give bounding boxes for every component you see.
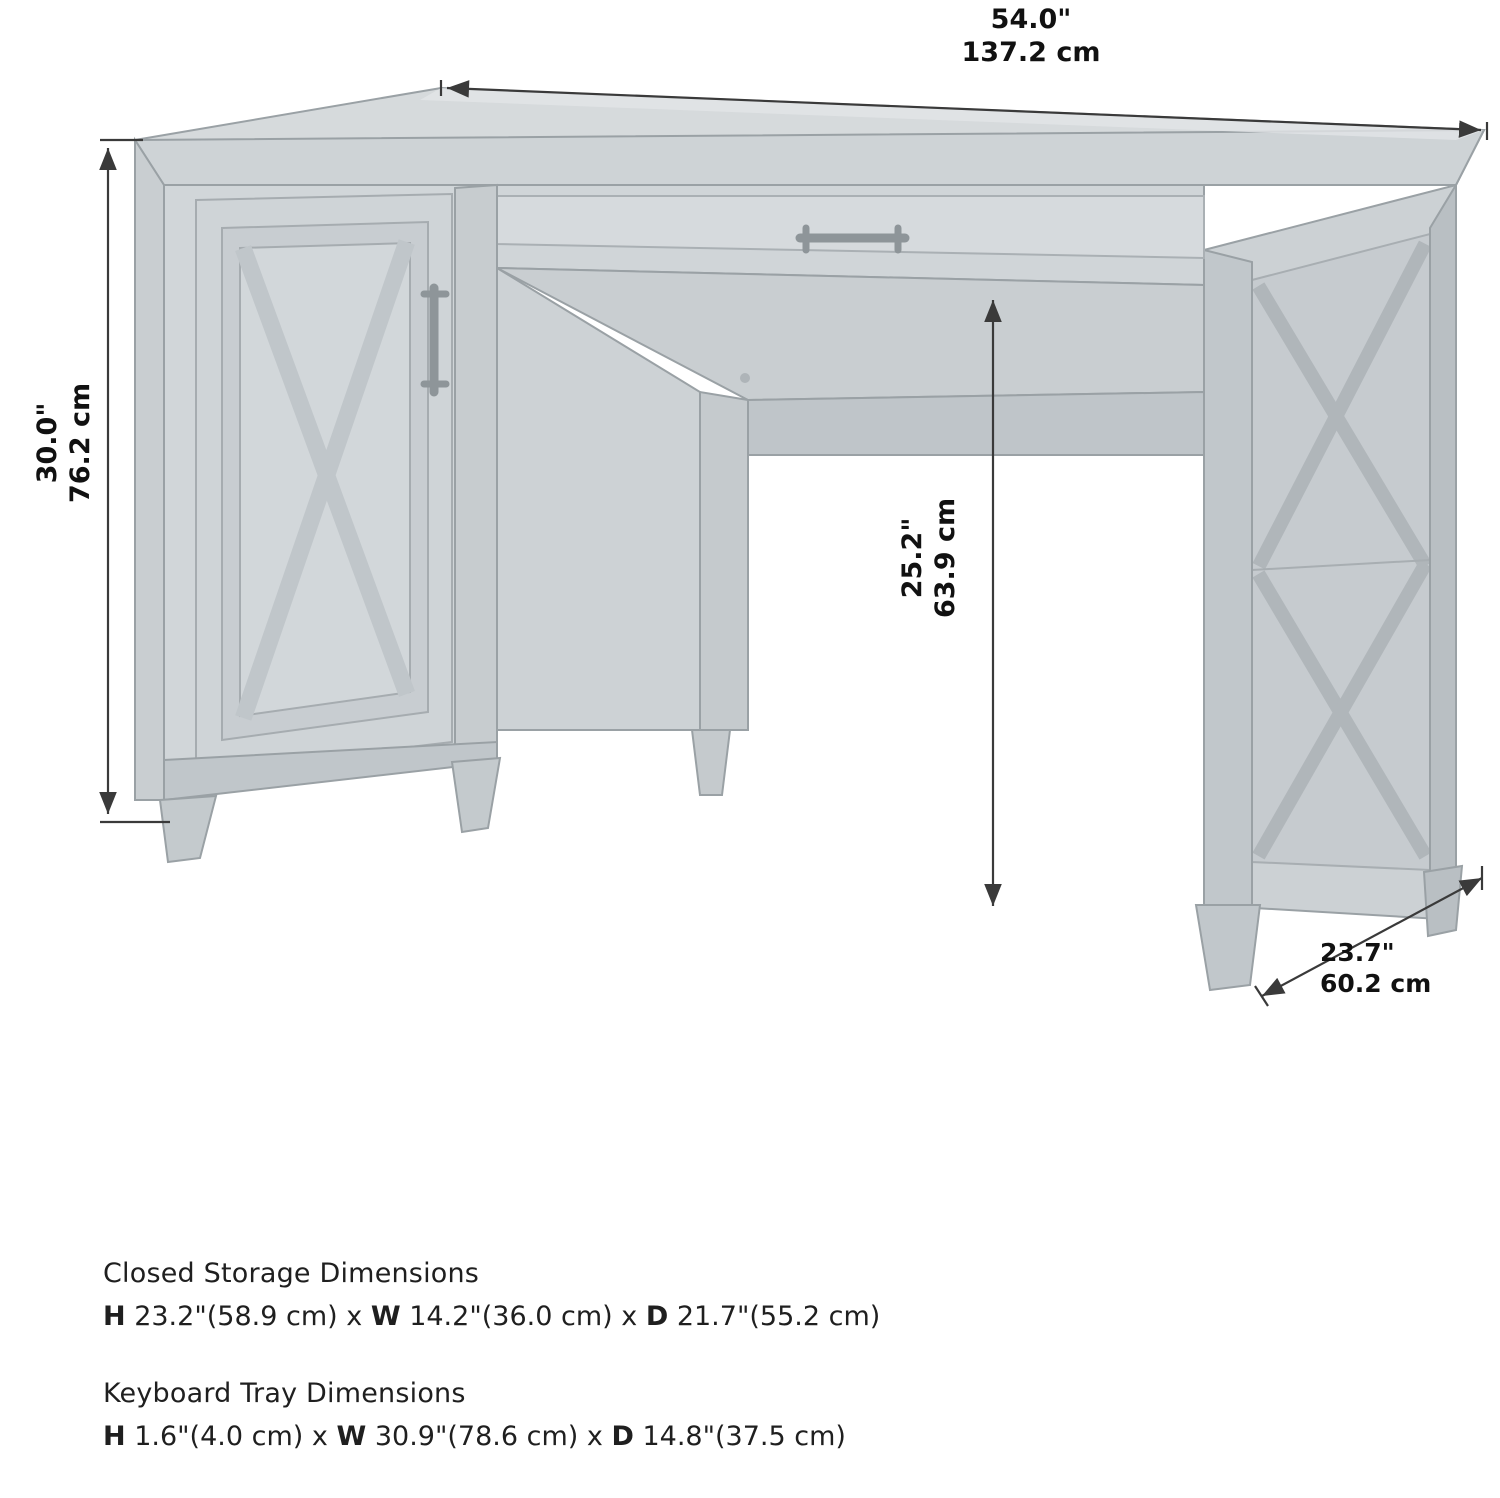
width-inches: 54.0" <box>990 4 1072 35</box>
closed-storage-d-key: D <box>645 1301 669 1332</box>
closed-storage-h-value: 23.2"(58.9 cm) <box>134 1301 338 1332</box>
specification-list <box>103 1258 1203 1498</box>
closed-storage-values <box>103 1301 1203 1332</box>
clearance-cm: 63.9 cm <box>930 497 961 619</box>
depth-dimension-label <box>1320 938 1500 999</box>
width-dimension-label <box>906 4 1156 70</box>
left-storage-cabinet <box>135 140 500 862</box>
height-cm: 76.2 cm <box>65 382 96 504</box>
closed-storage-d-value: 21.7"(55.2 cm) <box>676 1301 881 1332</box>
closed-storage-w-key: W <box>370 1301 401 1332</box>
clearance-inches: 25.2" <box>897 517 929 599</box>
keyboard-tray-w-value: 30.9"(78.6 cm) <box>374 1421 579 1452</box>
height-inches: 30.0" <box>32 402 64 484</box>
keyboard-tray-d-value: 14.8"(37.5 cm) <box>642 1421 846 1452</box>
closed-storage-title: Closed Storage Dimensions <box>103 1258 480 1289</box>
depth-cm: 60.2 cm <box>1320 968 1432 998</box>
keyboard-tray-title: Keyboard Tray Dimensions <box>103 1378 466 1409</box>
closed-storage-w-value: 14.2"(36.0 cm) <box>409 1301 613 1332</box>
sep-4: x <box>578 1421 612 1452</box>
spec-keyboard-tray <box>103 1378 1203 1452</box>
sep-1: x <box>337 1301 371 1332</box>
keyboard-tray-w-key: W <box>336 1421 367 1452</box>
sep-3: x <box>303 1421 337 1452</box>
sep-2: x <box>612 1301 646 1332</box>
depth-inches: 23.7" <box>1320 938 1395 967</box>
width-cm: 137.2 cm <box>961 36 1101 68</box>
closed-storage-h-key: H <box>103 1301 126 1332</box>
keyboard-tray-d-key: D <box>611 1421 634 1452</box>
keyboard-tray-h-value: 1.6"(4.0 cm) <box>134 1421 304 1452</box>
height-dimension-label <box>0 382 190 504</box>
clearance-dimension-label <box>805 497 1055 619</box>
desk-right-side-panel <box>1196 185 1462 990</box>
keyboard-tray-values <box>103 1421 1203 1452</box>
keyboard-tray-h-key: H <box>103 1421 126 1452</box>
spec-closed-storage <box>103 1258 1203 1332</box>
